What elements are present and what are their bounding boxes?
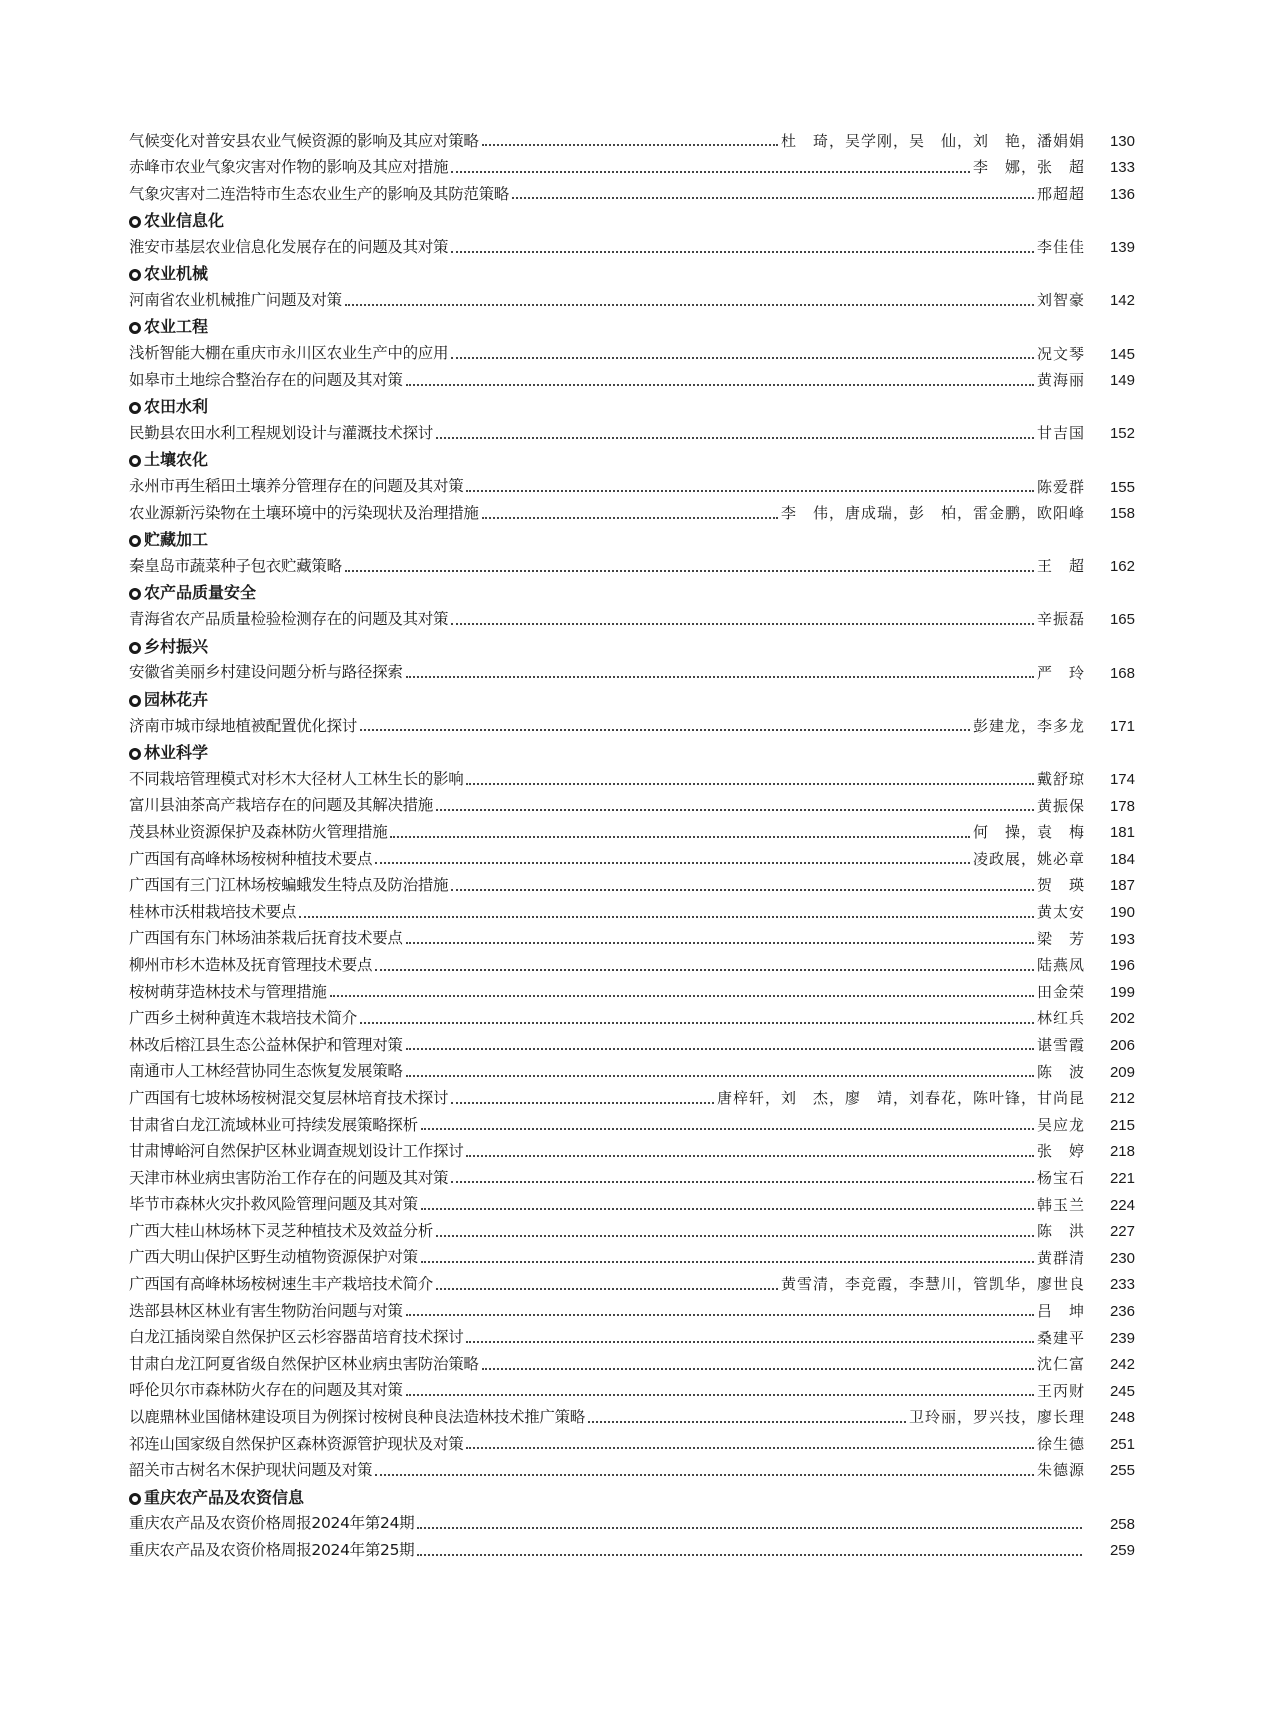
entry-authors: 陈爱群 bbox=[1036, 477, 1085, 496]
toc-entry[interactable] bbox=[129, 1378, 1135, 1405]
entry-authors: 何 操，袁 梅 bbox=[972, 823, 1085, 842]
entry-title: 广西国有七坡林场桉树混交复层林培育技术探讨 bbox=[129, 1088, 449, 1107]
dot-leader bbox=[375, 862, 970, 864]
entry-authors: 徐生德 bbox=[1036, 1434, 1085, 1453]
toc-entry[interactable] bbox=[129, 1192, 1135, 1219]
entry-authors: 辛振磊 bbox=[1036, 610, 1085, 629]
page-number: 239 bbox=[1109, 1329, 1135, 1347]
section-heading bbox=[129, 686, 1135, 713]
entry-authors: 凌政展，姚必章 bbox=[972, 849, 1085, 868]
page-number: 178 bbox=[1109, 797, 1135, 815]
page-number: 149 bbox=[1109, 372, 1135, 390]
entry-title: 以鹿鼎林业国储林建设项目为例探讨桉树良种良法造林技术推广策略 bbox=[129, 1408, 586, 1427]
entry-authors: 田金荣 bbox=[1036, 982, 1085, 1001]
toc-entry[interactable] bbox=[129, 1112, 1135, 1139]
section-bullet-icon bbox=[129, 748, 141, 760]
entry-authors: 黄海丽 bbox=[1036, 371, 1085, 390]
page-number: 212 bbox=[1109, 1090, 1135, 1108]
page-number: 221 bbox=[1109, 1169, 1135, 1187]
section-heading bbox=[129, 633, 1135, 660]
section-bullet-icon bbox=[129, 322, 141, 334]
page-number: 136 bbox=[1109, 185, 1135, 203]
section-bullet-icon bbox=[129, 695, 141, 707]
entry-authors: 彭建龙，李多龙 bbox=[972, 716, 1085, 735]
entry-title: 广西大桂山林场林下灵芝种植技术及效益分析 bbox=[129, 1221, 434, 1240]
dot-leader bbox=[345, 304, 1034, 306]
dot-leader bbox=[466, 490, 1034, 492]
dot-leader bbox=[360, 729, 970, 731]
entry-title: 不同栽培管理模式对杉木大径材人工林生长的影响 bbox=[129, 769, 464, 788]
toc-entry[interactable] bbox=[129, 1431, 1135, 1458]
dot-leader bbox=[390, 836, 970, 838]
entry-authors: 黄群清 bbox=[1036, 1248, 1085, 1267]
entry-title: 重庆农产品及农资价格周报2024年第24期 bbox=[129, 1514, 415, 1533]
dot-leader bbox=[421, 1261, 1034, 1263]
dot-leader bbox=[299, 916, 1034, 918]
dot-leader bbox=[417, 1527, 1082, 1529]
page-number: 259 bbox=[1109, 1542, 1135, 1560]
section-title: 农业工程 bbox=[144, 317, 209, 337]
dot-leader bbox=[451, 1181, 1034, 1183]
section-bullet-icon bbox=[129, 216, 141, 228]
dot-leader bbox=[512, 197, 1034, 199]
section-heading bbox=[129, 740, 1135, 767]
toc-entry[interactable] bbox=[129, 341, 1135, 368]
entry-title: 广西大明山保护区野生动植物资源保护对策 bbox=[129, 1248, 418, 1267]
section-title: 土壤农化 bbox=[144, 450, 209, 470]
page-number: 248 bbox=[1109, 1409, 1135, 1427]
page-number: 165 bbox=[1109, 611, 1135, 629]
entry-title: 富川县油茶高产栽培存在的问题及其解决措施 bbox=[129, 796, 434, 815]
page-number: 230 bbox=[1109, 1249, 1135, 1267]
toc-entry[interactable] bbox=[129, 1458, 1135, 1485]
dot-leader bbox=[451, 171, 970, 173]
toc-entry[interactable] bbox=[129, 367, 1135, 394]
toc-entry[interactable] bbox=[129, 1165, 1135, 1192]
dot-leader bbox=[466, 1341, 1034, 1343]
toc-entry[interactable] bbox=[129, 474, 1135, 501]
dot-leader bbox=[451, 1102, 714, 1104]
entry-authors: 梁 芳 bbox=[1036, 929, 1085, 948]
entry-title: 广西国有高峰林场桉树速生丰产栽培技术简介 bbox=[129, 1275, 434, 1294]
page-number: 218 bbox=[1109, 1143, 1135, 1161]
page-number: 155 bbox=[1109, 478, 1135, 496]
page-number: 233 bbox=[1109, 1276, 1135, 1294]
table-of-contents bbox=[129, 128, 1135, 1588]
toc-entry[interactable] bbox=[129, 1405, 1135, 1432]
toc-entry[interactable] bbox=[129, 234, 1135, 261]
entry-authors: 黄太安 bbox=[1036, 903, 1085, 922]
section-heading bbox=[129, 1484, 1135, 1511]
dot-leader bbox=[375, 1474, 1034, 1476]
toc-entry[interactable] bbox=[129, 1085, 1135, 1112]
page-number: 184 bbox=[1109, 850, 1135, 868]
entry-authors: 甘吉国 bbox=[1036, 424, 1085, 443]
section-heading bbox=[129, 580, 1135, 607]
entry-authors: 吴应龙 bbox=[1036, 1115, 1085, 1134]
section-heading bbox=[129, 314, 1135, 341]
entry-title: 呼伦贝尔市森林防火存在的问题及其对策 bbox=[129, 1381, 403, 1400]
entry-title: 祁连山国家级自然保护区森林资源管护现状及对策 bbox=[129, 1434, 464, 1453]
dot-leader bbox=[345, 570, 1034, 572]
entry-title: 柳州市杉木造林及抚育管理技术要点 bbox=[129, 955, 373, 974]
entry-authors: 李 伟，唐成瑞，彭 柏，雷金鹏，欧阳峰 bbox=[780, 504, 1085, 523]
entry-title: 白龙江插岗梁自然保护区云杉容器苗培育技术探讨 bbox=[129, 1328, 464, 1347]
page-number: 206 bbox=[1109, 1036, 1135, 1054]
page-number: 187 bbox=[1109, 877, 1135, 895]
entry-authors: 黄振保 bbox=[1036, 796, 1085, 815]
entry-authors: 贺 瑛 bbox=[1036, 876, 1085, 895]
page-number: 130 bbox=[1109, 132, 1135, 150]
section-title: 贮藏加工 bbox=[144, 530, 209, 550]
toc-entry[interactable] bbox=[129, 660, 1135, 687]
section-heading bbox=[129, 208, 1135, 235]
dot-leader bbox=[436, 1288, 778, 1290]
toc-entry[interactable] bbox=[129, 1006, 1135, 1033]
toc-entry[interactable] bbox=[129, 1298, 1135, 1325]
toc-entry[interactable] bbox=[129, 1511, 1135, 1538]
dot-leader bbox=[406, 1048, 1034, 1050]
entry-title: 广西国有东门林场油茶栽后抚育技术要点 bbox=[129, 929, 403, 948]
entry-authors: 王 超 bbox=[1036, 557, 1085, 576]
entry-authors: 陆燕凤 bbox=[1036, 956, 1085, 975]
entry-authors: 严 玲 bbox=[1036, 663, 1085, 682]
dot-leader bbox=[482, 1368, 1034, 1370]
page-number: 139 bbox=[1109, 239, 1135, 257]
entry-authors: 李佳佳 bbox=[1036, 238, 1085, 257]
entry-authors: 陈 波 bbox=[1036, 1062, 1085, 1081]
entry-title: 永州市再生稻田土壤养分管理存在的问题及其对策 bbox=[129, 477, 464, 496]
section-title: 农产品质量安全 bbox=[144, 583, 257, 603]
dot-leader bbox=[375, 969, 1034, 971]
entry-title: 重庆农产品及农资价格周报2024年第25期 bbox=[129, 1541, 415, 1560]
page-number: 145 bbox=[1109, 345, 1135, 363]
page-number: 245 bbox=[1109, 1382, 1135, 1400]
toc-entry[interactable] bbox=[129, 500, 1135, 527]
toc-entry[interactable] bbox=[129, 899, 1135, 926]
page-number: 255 bbox=[1109, 1462, 1135, 1480]
dot-leader bbox=[451, 357, 1034, 359]
dot-leader bbox=[436, 1235, 1034, 1237]
entry-authors: 张 婷 bbox=[1036, 1142, 1085, 1161]
toc-entry[interactable] bbox=[129, 1537, 1135, 1564]
section-title: 林业科学 bbox=[144, 742, 209, 762]
entry-title: 农业源新污染物在土壤环境中的污染现状及治理措施 bbox=[129, 503, 479, 522]
toc-entry[interactable] bbox=[129, 155, 1135, 182]
toc-entry[interactable] bbox=[129, 1032, 1135, 1059]
dot-leader bbox=[330, 995, 1034, 997]
page-number: 227 bbox=[1109, 1223, 1135, 1241]
entry-title: 甘肃博峪河自然保护区林业调查规划设计工作探讨 bbox=[129, 1142, 464, 1161]
page-number: 190 bbox=[1109, 904, 1135, 922]
section-heading bbox=[129, 447, 1135, 474]
entry-title: 赤峰市农业气象灾害对作物的影响及其应对措施 bbox=[129, 158, 449, 177]
section-title: 农业信息化 bbox=[144, 211, 225, 231]
entry-title: 河南省农业机械推广问题及对策 bbox=[129, 291, 342, 310]
page-number: 242 bbox=[1109, 1356, 1135, 1374]
entry-authors: 李 娜，张 超 bbox=[972, 158, 1085, 177]
dot-leader bbox=[406, 1314, 1034, 1316]
section-title: 农业机械 bbox=[144, 264, 209, 284]
section-bullet-icon bbox=[129, 455, 141, 467]
section-bullet-icon bbox=[129, 1493, 141, 1505]
entry-authors: 刘智豪 bbox=[1036, 291, 1085, 310]
toc-entry[interactable] bbox=[129, 846, 1135, 873]
dot-leader bbox=[451, 623, 1034, 625]
toc-entry[interactable] bbox=[129, 181, 1135, 208]
section-bullet-icon bbox=[129, 588, 141, 600]
page-number: 171 bbox=[1109, 717, 1135, 735]
entry-authors: 朱德源 bbox=[1036, 1461, 1085, 1480]
dot-leader bbox=[482, 517, 778, 519]
entry-title: 青海省农产品质量检验检测存在的问题及其对策 bbox=[129, 610, 449, 629]
page-number: 152 bbox=[1109, 425, 1135, 443]
toc-entry[interactable] bbox=[129, 819, 1135, 846]
section-heading bbox=[129, 261, 1135, 288]
entry-title: 浅析智能大棚在重庆市永川区农业生产中的应用 bbox=[129, 344, 449, 363]
page-number: 202 bbox=[1109, 1010, 1135, 1028]
section-bullet-icon bbox=[129, 402, 141, 414]
toc-entry[interactable] bbox=[129, 1059, 1135, 1086]
dot-leader bbox=[417, 1554, 1082, 1556]
dot-leader bbox=[406, 384, 1034, 386]
dot-leader bbox=[406, 676, 1034, 678]
dot-leader bbox=[406, 942, 1034, 944]
page-number: 168 bbox=[1109, 664, 1135, 682]
toc-entry[interactable] bbox=[129, 1325, 1135, 1352]
page-number: 215 bbox=[1109, 1116, 1135, 1134]
entry-title: 民勤县农田水利工程规划设计与灌溉技术探讨 bbox=[129, 424, 434, 443]
entry-authors: 韩玉兰 bbox=[1036, 1195, 1085, 1214]
toc-entry[interactable] bbox=[129, 1139, 1135, 1166]
toc-entry[interactable] bbox=[129, 926, 1135, 953]
toc-entry[interactable] bbox=[129, 1272, 1135, 1299]
entry-authors: 桑建平 bbox=[1036, 1328, 1085, 1347]
toc-entry[interactable] bbox=[129, 607, 1135, 634]
page-number: 133 bbox=[1109, 159, 1135, 177]
page-number: 162 bbox=[1109, 558, 1135, 576]
dot-leader bbox=[466, 1447, 1034, 1449]
entry-authors: 林红兵 bbox=[1036, 1009, 1085, 1028]
entry-title: 广西国有三门江林场桉蝙蛾发生特点及防治措施 bbox=[129, 876, 449, 895]
entry-title: 济南市城市绿地植被配置优化探讨 bbox=[129, 716, 358, 735]
toc-entry[interactable] bbox=[129, 1351, 1135, 1378]
dot-leader bbox=[451, 251, 1034, 253]
entry-title: 气候变化对普安县农业气候资源的影响及其应对策略 bbox=[129, 131, 479, 150]
entry-title: 淮安市基层农业信息化发展存在的问题及其对策 bbox=[129, 237, 449, 256]
toc-entry[interactable] bbox=[129, 1218, 1135, 1245]
entry-title: 茂县林业资源保护及森林防火管理措施 bbox=[129, 822, 388, 841]
toc-entry[interactable] bbox=[129, 288, 1135, 315]
entry-title: 安徽省美丽乡村建设问题分析与路径探索 bbox=[129, 663, 403, 682]
toc-entry[interactable] bbox=[129, 766, 1135, 793]
toc-entry[interactable] bbox=[129, 952, 1135, 979]
entry-authors: 沈仁富 bbox=[1036, 1355, 1085, 1374]
toc-entry[interactable] bbox=[129, 1245, 1135, 1272]
entry-title: 秦皇岛市蔬菜种子包衣贮藏策略 bbox=[129, 557, 342, 576]
entry-authors: 邢超超 bbox=[1036, 184, 1085, 203]
entry-title: 如皋市土地综合整治存在的问题及其对策 bbox=[129, 370, 403, 389]
section-title: 重庆农产品及农资信息 bbox=[144, 1487, 305, 1507]
toc-entry[interactable] bbox=[129, 873, 1135, 900]
page-number: 158 bbox=[1109, 505, 1135, 523]
page-number: 181 bbox=[1109, 824, 1135, 842]
entry-title: 韶关市古树名木保护现状问题及对策 bbox=[129, 1461, 373, 1480]
entry-authors: 卫玲丽，罗兴技，廖长理 bbox=[908, 1408, 1085, 1427]
section-bullet-icon bbox=[129, 642, 141, 654]
entry-authors: 吕 坤 bbox=[1036, 1301, 1085, 1320]
page-number: 258 bbox=[1109, 1515, 1135, 1533]
section-title: 园林花卉 bbox=[144, 689, 209, 709]
entry-title: 气象灾害对二连浩特市生态农业生产的影响及其防范策略 bbox=[129, 184, 510, 203]
entry-authors: 黄雪清，李竞霞，李慧川，管凯华，廖世良 bbox=[780, 1275, 1085, 1294]
entry-authors: 杜 琦，吴学刚，吴 仙，刘 艳，潘娟娟 bbox=[780, 131, 1085, 150]
toc-entry[interactable] bbox=[129, 554, 1135, 581]
toc-entry[interactable] bbox=[129, 979, 1135, 1006]
page-number: 236 bbox=[1109, 1302, 1135, 1320]
section-heading bbox=[129, 394, 1135, 421]
entry-authors: 戴舒琼 bbox=[1036, 770, 1085, 789]
dot-leader bbox=[451, 889, 1034, 891]
dot-leader bbox=[406, 1394, 1034, 1396]
section-bullet-icon bbox=[129, 535, 141, 547]
dot-leader bbox=[466, 1155, 1034, 1157]
page-number: 193 bbox=[1109, 930, 1135, 948]
entry-authors: 唐梓轩，刘 杰，廖 靖，刘春花，陈叶锋，甘尚昆 bbox=[716, 1089, 1085, 1108]
entry-title: 桂林市沃柑栽培技术要点 bbox=[129, 902, 297, 921]
entry-authors: 谌雪霞 bbox=[1036, 1035, 1085, 1054]
entry-title: 桉树萌芽造林技术与管理措施 bbox=[129, 982, 327, 1001]
page-number: 174 bbox=[1109, 771, 1135, 789]
dot-leader bbox=[436, 809, 1034, 811]
dot-leader bbox=[482, 144, 778, 146]
toc-entry[interactable] bbox=[129, 793, 1135, 820]
entry-authors: 杨宝石 bbox=[1036, 1168, 1085, 1187]
page-number: 199 bbox=[1109, 983, 1135, 1001]
dot-leader bbox=[421, 1128, 1034, 1130]
entry-authors: 王丙财 bbox=[1036, 1381, 1085, 1400]
section-title: 农田水利 bbox=[144, 397, 209, 417]
entry-title: 甘肃省白龙江流域林业可持续发展策略探析 bbox=[129, 1115, 418, 1134]
entry-title: 甘肃白龙江阿夏省级自然保护区林业病虫害防治策略 bbox=[129, 1354, 479, 1373]
section-heading bbox=[129, 527, 1135, 554]
entry-title: 毕节市森林火灾扑救风险管理问题及其对策 bbox=[129, 1195, 418, 1214]
entry-title: 迭部县林区林业有害生物防治问题与对策 bbox=[129, 1301, 403, 1320]
toc-entry[interactable] bbox=[129, 128, 1135, 155]
entry-authors: 陈 洪 bbox=[1036, 1222, 1085, 1241]
dot-leader bbox=[406, 1075, 1034, 1077]
page-number: 142 bbox=[1109, 292, 1135, 310]
dot-leader bbox=[360, 1022, 1034, 1024]
entry-title: 天津市林业病虫害防治工作存在的问题及其对策 bbox=[129, 1168, 449, 1187]
page-number: 196 bbox=[1109, 957, 1135, 975]
dot-leader bbox=[466, 783, 1034, 785]
toc-entry[interactable] bbox=[129, 713, 1135, 740]
entry-title: 广西国有高峰林场桉树种植技术要点 bbox=[129, 849, 373, 868]
page-number: 224 bbox=[1109, 1196, 1135, 1214]
dot-leader bbox=[421, 1208, 1034, 1210]
section-title: 乡村振兴 bbox=[144, 636, 209, 656]
toc-entry[interactable] bbox=[129, 421, 1135, 448]
page-number: 251 bbox=[1109, 1435, 1135, 1453]
entry-title: 林改后榕江县生态公益林保护和管理对策 bbox=[129, 1035, 403, 1054]
section-bullet-icon bbox=[129, 269, 141, 281]
dot-leader bbox=[436, 437, 1034, 439]
dot-leader bbox=[588, 1421, 906, 1423]
page-number: 209 bbox=[1109, 1063, 1135, 1081]
entry-title: 南通市人工林经营协同生态恢复发展策略 bbox=[129, 1062, 403, 1081]
entry-authors: 况文琴 bbox=[1036, 344, 1085, 363]
entry-title: 广西乡土树种黄连木栽培技术简介 bbox=[129, 1009, 358, 1028]
